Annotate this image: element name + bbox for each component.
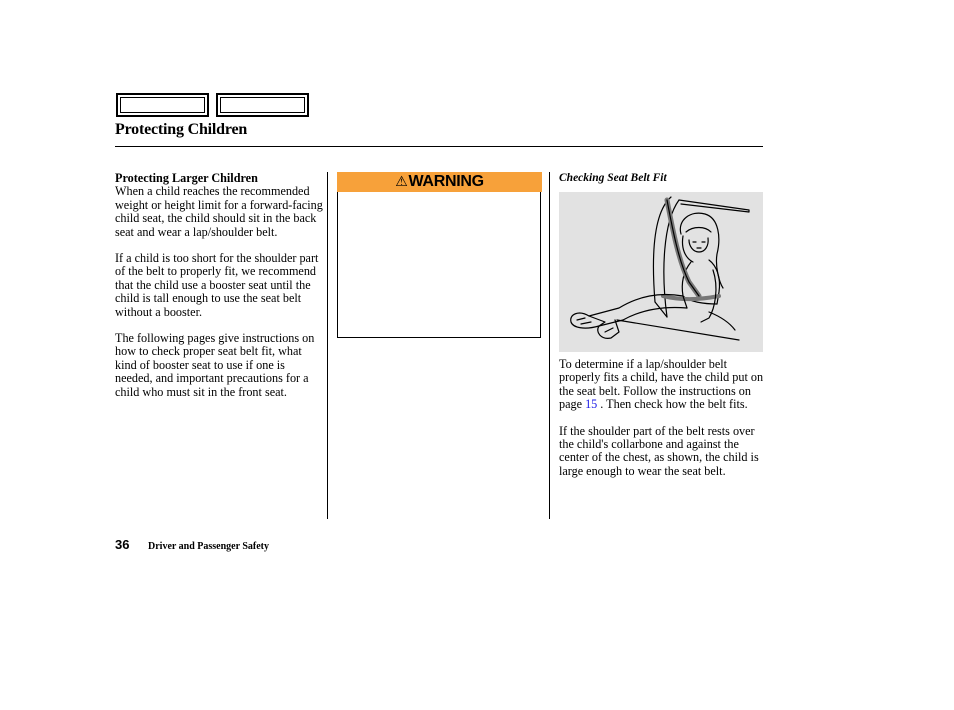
column-divider-right bbox=[549, 172, 550, 519]
figure-caption: Checking Seat Belt Fit bbox=[559, 172, 667, 184]
section-heading: Protecting Larger Children bbox=[115, 171, 258, 185]
nav-button-next[interactable] bbox=[216, 93, 309, 117]
right-column bbox=[559, 358, 764, 491]
warning-label: WARNING bbox=[408, 173, 484, 190]
child-in-seat-belt-icon bbox=[559, 192, 763, 352]
left-column bbox=[115, 172, 325, 412]
warning-triangle-icon: ⚠ bbox=[395, 173, 408, 189]
paragraph-1: When a child reaches the recommended weight or height limit for a forward-facing child seat, the child should sit in the back seat and wear a lap/shoulder belt. bbox=[115, 184, 323, 239]
seat-belt-illustration bbox=[559, 192, 763, 352]
fit-check-text-end: . Then check how the belt fits. bbox=[597, 397, 748, 412]
warning-box bbox=[337, 192, 541, 338]
nav-button-previous[interactable] bbox=[116, 93, 209, 117]
fit-check-text: To determine if a lap/shoulder belt properly fits a child, have the child put on the seat belt. Follow the instructions on page bbox=[559, 357, 764, 412]
shoulder-belt-paragraph: If the shoulder part of the belt rests over the child's collarbone and against the center of the chest, as shown, the child is large enough to wear the seat belt. bbox=[559, 423, 759, 478]
section-name: Driver and Passenger Safety bbox=[148, 541, 270, 552]
warning-heading bbox=[337, 173, 542, 191]
title-divider bbox=[115, 146, 763, 147]
fit-check-paragraph bbox=[559, 358, 764, 412]
page-15-link[interactable]: 15 bbox=[585, 397, 598, 412]
warning-banner bbox=[337, 172, 542, 192]
paragraph-2: If a child is too short for the shoulder part of the belt to properly fit, we recommend that the child use a booster seat until the child is tall enough to use the seat belt without a booster. bbox=[115, 251, 319, 319]
paragraph-3: The following pages give instructions on how to check proper seat belt fit, what kind of booster seat to use if one is needed, and important precautions for a child who must sit in the front seat. bbox=[115, 331, 315, 399]
page-number: 36 bbox=[115, 537, 130, 552]
page-title: Protecting Children bbox=[115, 121, 248, 138]
column-divider-left bbox=[327, 172, 328, 519]
